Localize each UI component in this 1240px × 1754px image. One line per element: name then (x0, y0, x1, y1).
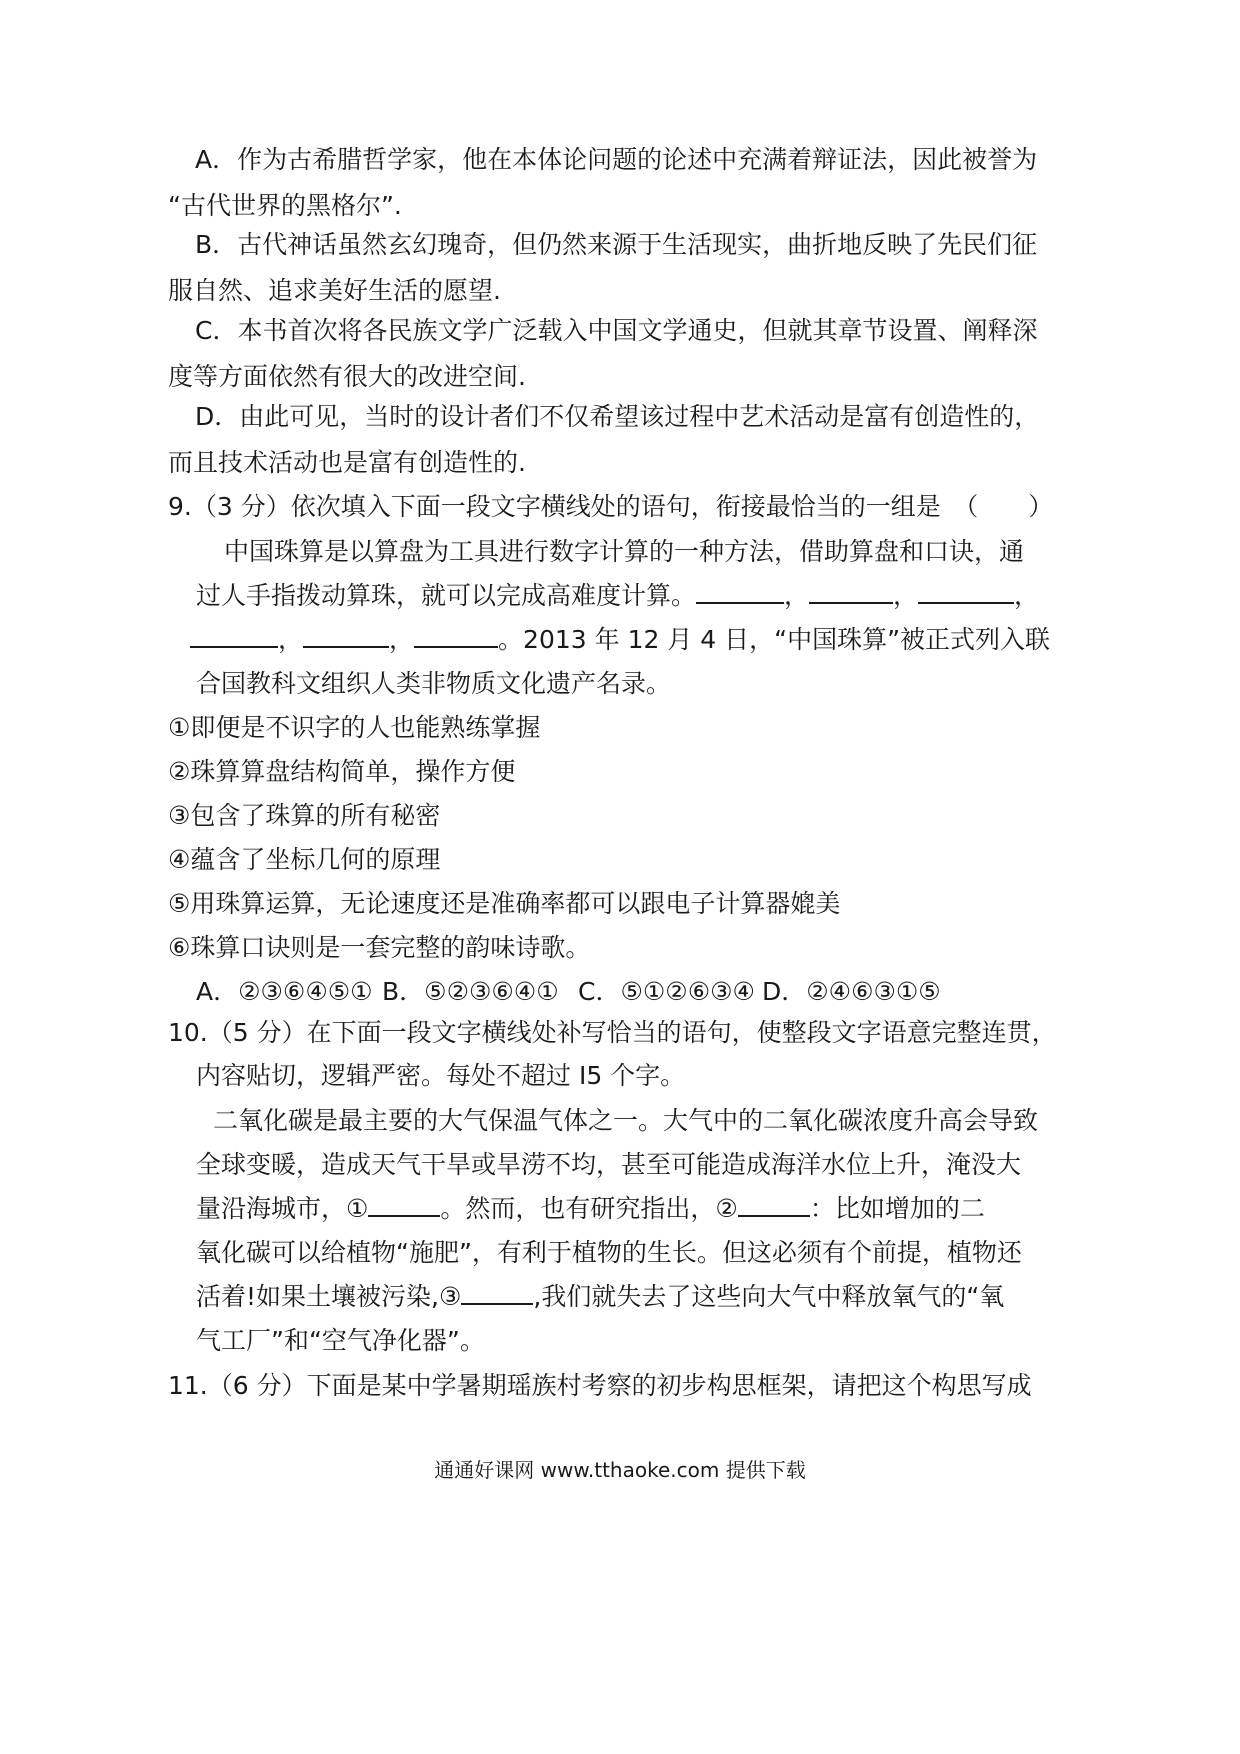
q10-passage-line6: 气工厂”和“空气净化器”。 (196, 1326, 485, 1355)
q10-passage-line1: 二氧化碳是最主要的大气保温气体之一。大气中的二氧化碳浓度升高会导致 (213, 1106, 1039, 1135)
q10-passage-line4: 氧化碳可以给植物“施肥”，有利于植物的生长。但这必须有个前提，植物还 (196, 1238, 1022, 1267)
q8-option-b-line2: 服自然、追求美好生活的愿望. (168, 276, 501, 305)
q8-option-d-line1: D．由此可见，当时的设计者们不仅希望该过程中艺术活动是富有创造性的， (195, 402, 1040, 431)
q9-choice-b: B．⑤②③⑥④① (382, 977, 559, 1006)
footer-credit: 通通好课网 www.tthaoke.com 提供下载 (434, 1458, 806, 1482)
q9-item-1: ①即便是不识字的人也能熟练掌握 (168, 713, 541, 742)
q9-passage-line4: 合国教科文组织人类非物质文化遗产名录。 (196, 669, 672, 698)
q8-option-b-line1: B．古代神话虽然玄幻瑰奇，但仍然来源于生活现实，曲折地反映了先民们征 (195, 230, 1038, 259)
q9-blank-4[interactable] (190, 624, 278, 648)
q9-choice-c: C．⑤①②⑥③④ (578, 977, 755, 1006)
q9-item-5: ⑤用珠算运算，无论速度还是准确率都可以跟电子计算器媲美 (168, 889, 841, 918)
q9-blank-5[interactable] (303, 624, 389, 648)
q9-item-3: ③包含了珠算的所有秘密 (168, 801, 441, 830)
q10-passage-line2: 全球变暖，造成天气干旱或旱涝不均，甚至可能造成海洋水位上升，淹没大 (196, 1150, 1022, 1179)
q8-option-a-line2: “古代世界的黑格尔”. (168, 191, 402, 220)
q9-blank-6[interactable] (414, 624, 498, 648)
q8-option-d-line2: 而且技术活动也是富有创造性的. (168, 448, 526, 477)
q9-stem: 9.（3 分）依次填入下面一段文字横线处的语句，衔接最恰当的一组是 （ ） (168, 492, 1054, 521)
q9-blank-3[interactable] (918, 580, 1014, 604)
q9-passage-line2: 过人手指拨动算珠，就可以完成高难度计算。 ， ， ， (196, 581, 1040, 610)
q9-passage-line1: 中国珠算是以算盘为工具进行数字计算的一种方法，借助算盘和口诀，通 (224, 537, 1025, 566)
q10-blank-2[interactable] (738, 1193, 810, 1217)
q9-choice-d: D．②④⑥③①⑤ (762, 977, 941, 1006)
q10-stem-line1: 10.（5 分）在下面一段文字横线处补写恰当的语句，使整段文字语意完整连贯， (168, 1018, 1057, 1047)
q9-passage-line3: ， ， 。2013 年 12 月 4 日，“中国珠算”被正式列入联 (190, 624, 1050, 656)
q10-passage-line3: 量沿海城市，① 。然而，也有研究指出，② ：比如增加的二 (196, 1194, 985, 1223)
q9-blank-2[interactable] (809, 580, 893, 604)
q9-blank-1[interactable] (696, 580, 784, 604)
q10-passage-line5: 活着!如果土壤被污染,③ ,我们就失去了这些向大气中释放氧气的“氧 (196, 1282, 1005, 1311)
q9-item-2: ②珠算算盘结构简单，操作方便 (168, 757, 516, 786)
q8-option-c-line1: C．本书首次将各民族文学广泛载入中国文学通史，但就其章节设置、阐释深 (195, 316, 1038, 345)
q10-blank-1[interactable] (368, 1193, 440, 1217)
q10-blank-3[interactable] (461, 1281, 533, 1305)
q11-stem-line1: 11.（6 分）下面是某中学暑期瑶族村考察的初步构思框架，请把这个构思写成 (168, 1371, 1032, 1400)
q9-item-6: ⑥珠算口诀则是一套完整的韵味诗歌。 (168, 933, 591, 962)
q8-option-a-line1: A．作为古希腊哲学家，他在本体论问题的论述中充满着辩证法，因此被誉为 (195, 145, 1038, 174)
q9-choice-a: A．②③⑥④⑤① (196, 977, 373, 1006)
q10-stem-line2: 内容贴切，逻辑严密。每处不超过 I5 个字。 (196, 1061, 686, 1090)
q8-option-c-line2: 度等方面依然有很大的改进空间. (168, 362, 526, 391)
q9-item-4: ④蕴含了坐标几何的原理 (168, 845, 441, 874)
